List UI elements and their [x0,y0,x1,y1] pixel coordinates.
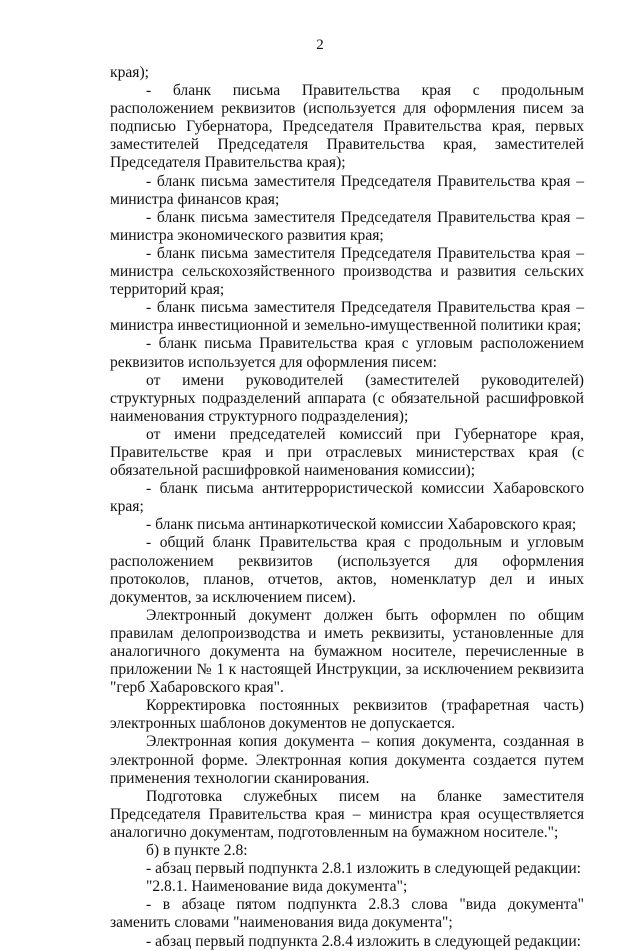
paragraph: Электронная копия документа – копия документа, созданная в электронной форме. Электронная копия документа создается путем применения технологии сканирования. [110,733,584,787]
paragraph: Электронный документ должен быть оформлен по общим правилам делопроизводства и иметь реквизиты, установленные для аналогичного документа на бумажном носителе, перечисленные в приложении № 1 к настоящей Инструкции, за исключением реквизита "герб Хабаровского края". [110,606,584,697]
paragraph: - бланк письма заместителя Председателя Правительства края – министра сельскохозяйственного производства и развития сельских территорий края; [110,244,584,299]
page-number: 2 [316,37,324,53]
paragraph: - абзац первый подпункта 2.8.4 изложить в следующей редакции: [146,932,581,950]
paragraph: Корректировка постоянных реквизитов (трафаретная часть) электронных шаблонов документов не допускается. [110,697,584,733]
paragraph: - бланк письма заместителя Председателя Правительства края – министра финансов края; [110,172,584,208]
paragraph: - общий бланк Правительства края с продольным и угловым расположением реквизитов (используется для оформления протоколов, планов, отчетов, актов, номенклатур дел и иных документов, за исключением писем). [110,534,584,606]
paragraph: - бланк письма заместителя Председателя Правительства края – министра инвестиционной и земельно-имущественной политики края; [110,299,584,335]
paragraph: края); [110,64,149,81]
paragraph: от имени председателей комиссий при Губернаторе края, Правительстве края и при отраслевых министерствах края (с обязательной расшифровкой наименования комиссии); [110,425,584,480]
paragraph: - в абзаце пятом подпункта 2.8.3 слова "вида документа" заменить словами "наименования вида документа"; [110,896,584,932]
paragraph: - бланк письма заместителя Председателя Правительства края – министра экономического развития края; [110,208,584,244]
paragraph: - бланк письма антинаркотической комиссии Хабаровского края; [146,516,577,534]
document-body [110,64,584,951]
paragraph: б) в пункте 2.8: [146,842,248,860]
paragraph: от имени руководителей (заместителей руководителей) структурных подразделений аппарата (с обязательной расшифровкой наименования структурного подразделения); [110,371,584,425]
paragraph: "2.8.1. Наименование вида документа"; [146,878,408,896]
paragraph: - бланк письма Правительства края с продольным расположением реквизитов (используется для оформления писем за подписью Губернатора, Председателя Правительства края, первых заместителей Председателя Правительства края, заместителей Председателя Правительства края); [110,82,584,172]
paragraph: - бланк письма Правительства края с угловым расположением реквизитов используется для оформления писем: [110,335,584,371]
paragraph: Подготовка служебных писем на бланке заместителя Председателя Правительства края – министра края осуществляется аналогично документам, подготовленным на бумажном носителе."; [110,787,584,841]
paragraph: - абзац первый подпункта 2.8.1 изложить в следующей редакции: [146,860,581,878]
paragraph: - бланк письма антитеррористической комиссии Хабаровского края; [110,480,584,516]
